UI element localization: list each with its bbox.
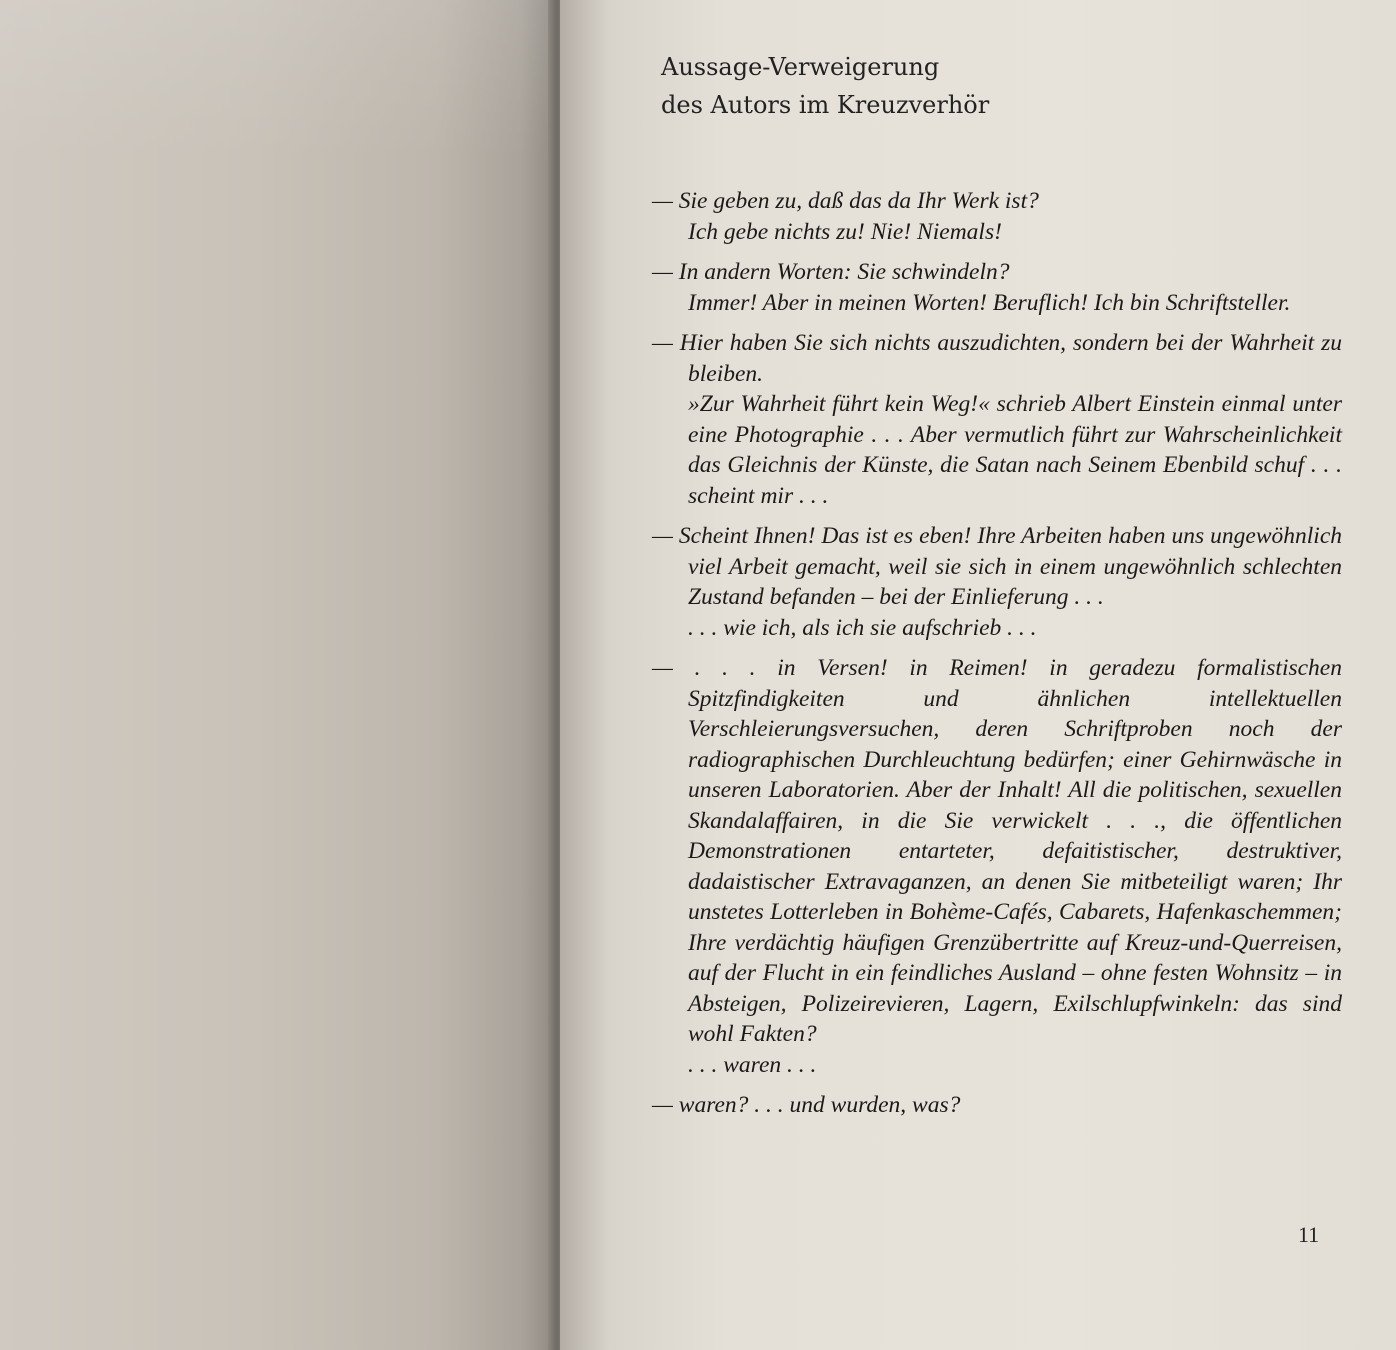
- exchange-5: [652, 653, 1342, 1080]
- interrogator-line: — . . . in Versen! in Reimen! in geradezu formalistischen Spitzfindigkeiten und ähnlichen intellektuellen Verschleierungsversuchen, deren Schriftproben noch der radiographischen Durchleuchtung bedürfen; einer Gehirnwäsche in unseren Laboratorien. Aber der Inhalt! All die politischen, sexuellen Skandalaffairen, in die Sie verwickelt . . ., die öffentlichen Demonstrationen entarteter, defaitistischer, destruktiver, dadaistischer Extravaganzen, an denen Sie mitbeteiligt waren; Ihr unstetes Lotterleben in Bohème-Cafés, Cabarets, Hafenkaschemmen; Ihre verdächtig häufigen Grenzübertritte auf Kreuz-und-Querreisen, auf der Flucht in ein feindliches Ausland – ohne festen Wohnsitz – in Absteigen, Polizeirevieren, Lagern, Exilschlupfwinkeln: das sind wohl Fakten?: [652, 655, 1342, 1047]
- author-reply: . . . wie ich, als ich sie aufschrieb . . .: [688, 614, 1037, 641]
- exchange-2: [652, 257, 1342, 318]
- dialogue-text: [652, 186, 1342, 1131]
- exchange-4: [652, 521, 1342, 643]
- interrogator-line: — Sie geben zu, daß das da Ihr Werk ist?: [652, 188, 1039, 214]
- interrogator-line: — waren? . . . und wurden, was?: [652, 1092, 961, 1118]
- author-reply: Immer! Aber in meinen Worten! Beruflich! Ich bin Schriftsteller.: [688, 289, 1291, 316]
- interrogator-line: — Scheint Ihnen! Das ist es eben! Ihre Arbeiten haben uns ungewöhnlich viel Arbeit gemacht, weil sie sich in einem ungewöhnlich schlechten Zustand befanden – bei der Einlieferung . . .: [652, 523, 1342, 610]
- exchange-6: [652, 1090, 1342, 1121]
- title-line-1: Aussage-Verweigerung: [661, 53, 940, 81]
- exchange-3: [652, 328, 1342, 511]
- interrogator-line: — In andern Worten: Sie schwindeln?: [652, 259, 1010, 285]
- poem-title: [661, 48, 989, 124]
- interrogator-line: — Hier haben Sie sich nichts auszudichten, sondern bei der Wahrheit zu bleiben.: [652, 330, 1342, 387]
- author-reply: Ich gebe nichts zu! Nie! Niemals!: [688, 218, 1002, 245]
- title-line-2: des Autors im Kreuzverhör: [661, 91, 990, 119]
- exchange-1: [652, 186, 1342, 247]
- left-page-blank: [0, 0, 560, 1350]
- author-reply: . . . waren . . .: [688, 1051, 817, 1078]
- page-number: 11: [1298, 1222, 1320, 1247]
- author-reply: »Zur Wahrheit führt kein Weg!« schrieb Albert Einstein einmal unter eine Photographie . . . Aber vermutlich führt zur Wahrscheinlichkeit das Gleichnis der Künste, die Satan nach Seinem Ebenbild schuf . . . scheint mir . . .: [688, 391, 1342, 509]
